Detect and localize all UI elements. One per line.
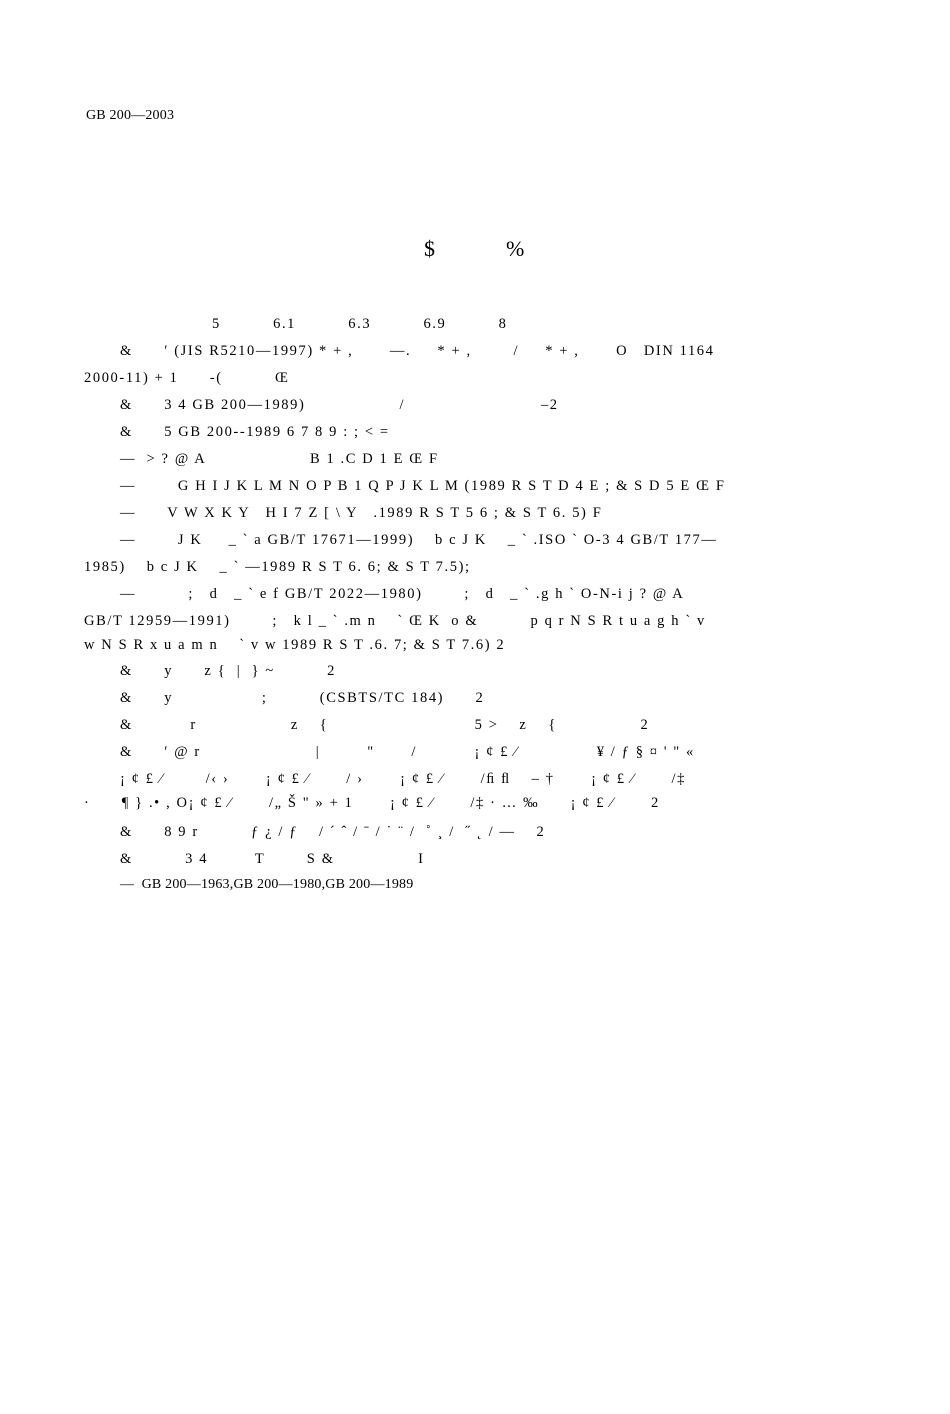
text-line-20: & 8 9 r ƒ ¿ / ƒ / ˊ ˆ / ˉ / ˙ ¨ / ˚ ¸ / ˝ ˛ / — 2 — [120, 824, 546, 840]
text-line-6: — > ? @ A B 1 .C D 1 E Œ F — [120, 451, 439, 467]
heading-glyph-right: % — [506, 236, 525, 261]
heading-glyph-left: $ — [424, 236, 435, 261]
text-line-1: 5 6.1 6.3 6.9 8 — [212, 316, 508, 332]
text-line-5: & 5 GB 200--1989 6 7 8 9 : ; < = — [120, 424, 390, 440]
text-line-2: & ′ (JIS R5210—1997) * + , —. * + , / * + , O DIN 1164 — [120, 343, 715, 359]
text-line-16: & r z { 5 > z { 2 — [120, 717, 650, 733]
text-line-21: & 3 4 T S & I — [120, 851, 425, 867]
text-line-19: · ¶ } .• , O¡ ¢ £ ⁄ /„ Š " » + 1 ¡ ¢ £ ⁄ /‡ · … ‰ ¡ ¢ £ ⁄ 2 — [84, 795, 660, 811]
text-line-15: & y ; (CSBTS/TC 184) 2 — [120, 690, 485, 706]
text-line-4: & 3 4 GB 200—1989) / ‒2 — [120, 397, 559, 413]
text-line-3: 2000-11) + 1 ‐( Œ — [84, 370, 290, 386]
text-line-9: — J K _ ` a GB/T 17671—1999) b c J K _ ` .ISO ` O-3 4 GB/T 177— — [120, 532, 718, 548]
text-line-14: & y z { | } ~ 2 — [120, 663, 336, 679]
text-line-17: & ′ @ r | " / ¡ ¢ £ ⁄ ¥ / ƒ § ¤ ' " « — [120, 744, 695, 760]
text-line-8: — V W X K Y H I 7 Z [ \ Y .1989 R S T 5 6 ; & S T 6. 5) F — [120, 505, 603, 521]
text-line-11: — ; d _ ` e f GB/T 2022—1980) ; d _ ` .g h ` O-N-i j ? @ A — [120, 586, 685, 602]
text-line-18: ¡ ¢ £ ⁄ /‹ › ¡ ¢ £ ⁄ / › ¡ ¢ £ ⁄ /ﬁ ﬂ – † ¡ ¢ £ ⁄ /‡ — [120, 771, 687, 787]
text-line-7: — G H I J K L M N O P B 1 Q P J K L M (1989 R S T D 4 E ; & S D 5 E Œ F — [120, 478, 726, 494]
text-line-12: GB/T 12959—1991) ; k l _ ` .m n ` Œ K o & p q r N S R t u a g h ` v — [84, 613, 706, 629]
document-code: GB 200—2003 — [86, 108, 175, 123]
text-line-13: w N S R x u a m n ` v w 1989 R S T .6. 7; & S T 7.6) 2 — [84, 637, 506, 653]
text-line-10: 1985) b c J K _ ` —1989 R S T 6. 6; & S T 7.5); — [84, 559, 471, 575]
text-line-22: — GB 200—1963,GB 200—1980,GB 200—1989 — [120, 877, 414, 892]
